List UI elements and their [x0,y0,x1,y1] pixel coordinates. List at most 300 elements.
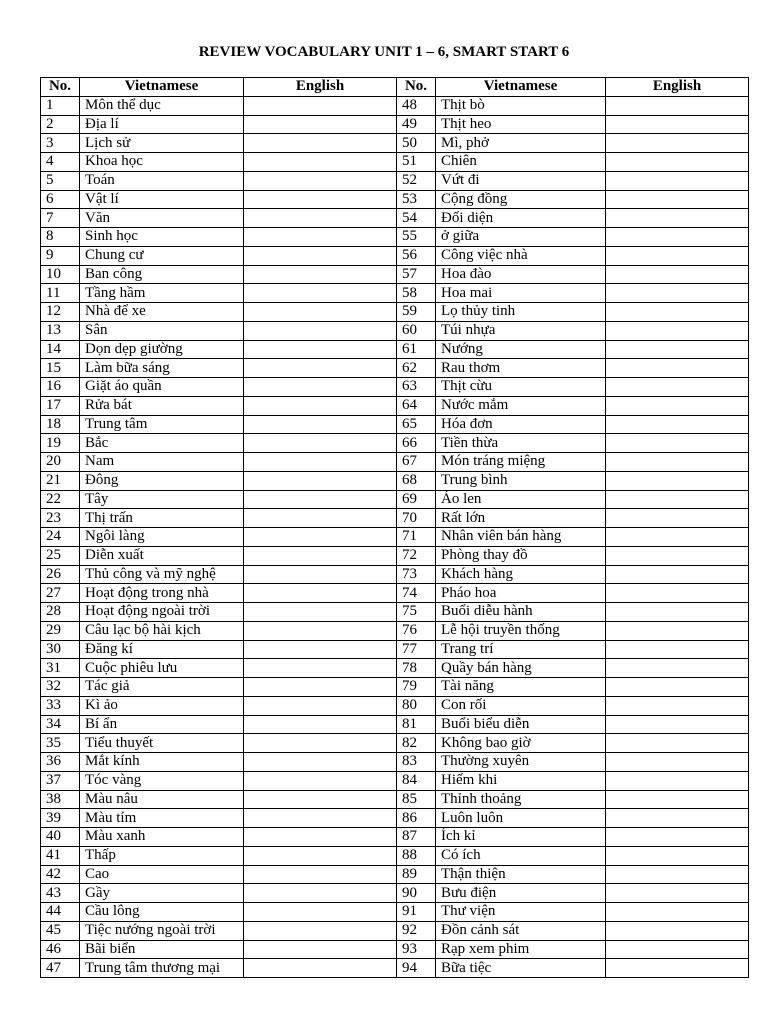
english-answer-cell[interactable] [606,565,749,584]
english-answer-cell[interactable] [606,134,749,153]
row-number: 52 [397,171,436,190]
vietnamese-word: Ban công [80,265,244,284]
english-answer-cell[interactable] [606,246,749,265]
english-answer-cell[interactable] [606,434,749,453]
english-answer-cell[interactable] [606,171,749,190]
table-row [41,340,749,359]
english-answer-cell[interactable] [244,771,397,790]
row-number: 66 [397,434,436,453]
row-number: 65 [397,415,436,434]
header-no-left: No. [41,78,80,97]
row-number: 17 [41,396,80,415]
row-number: 92 [397,921,436,940]
row-number: 18 [41,415,80,434]
row-number: 16 [41,378,80,397]
vietnamese-word: Lịch sử [80,134,244,153]
table-row [41,828,749,847]
row-number: 19 [41,434,80,453]
vietnamese-word: Sinh học [80,228,244,247]
table-row [41,621,749,640]
row-number: 86 [397,809,436,828]
row-number: 21 [41,471,80,490]
english-answer-cell[interactable] [606,959,749,978]
english-answer-cell[interactable] [606,790,749,809]
english-answer-cell[interactable] [244,396,397,415]
table-row [41,453,749,472]
english-answer-cell[interactable] [244,209,397,228]
english-answer-cell[interactable] [606,340,749,359]
english-answer-cell[interactable] [244,415,397,434]
vietnamese-word: Không bao giờ [436,734,606,753]
table-row [41,696,749,715]
table-row [41,509,749,528]
vietnamese-word: Tiệc nướng ngoài trời [80,921,244,940]
vietnamese-word: Nướng [436,340,606,359]
vietnamese-word: Nhà để xe [80,303,244,322]
english-answer-cell[interactable] [244,153,397,172]
row-number: 44 [41,903,80,922]
table-row [41,265,749,284]
english-answer-cell[interactable] [606,453,749,472]
english-answer-cell[interactable] [244,846,397,865]
row-number: 20 [41,453,80,472]
english-answer-cell[interactable] [606,715,749,734]
english-answer-cell[interactable] [606,471,749,490]
vietnamese-word: Khoa học [80,153,244,172]
table-row [41,546,749,565]
table-row [41,846,749,865]
english-answer-cell[interactable] [244,96,397,115]
english-answer-cell[interactable] [244,865,397,884]
table-row [41,134,749,153]
vietnamese-word: Trung bình [436,471,606,490]
row-number: 94 [397,959,436,978]
row-number: 42 [41,865,80,884]
row-number: 43 [41,884,80,903]
row-number: 41 [41,846,80,865]
english-answer-cell[interactable] [606,359,749,378]
vietnamese-word: Buổi diễu hành [436,603,606,622]
page-title: REVIEW VOCABULARY UNIT 1 – 6, SMART START 6 [198,44,570,60]
row-number: 77 [397,640,436,659]
english-answer-cell[interactable] [244,696,397,715]
row-number: 79 [397,678,436,697]
vietnamese-word: Thịt heo [436,115,606,134]
vietnamese-word: Hoạt động ngoài trời [80,603,244,622]
table-row [41,528,749,547]
row-number: 70 [397,509,436,528]
vietnamese-word: Rất lớn [436,509,606,528]
vietnamese-word: Đồn cảnh sát [436,921,606,940]
row-number: 72 [397,546,436,565]
english-answer-cell[interactable] [606,809,749,828]
english-answer-cell[interactable] [606,734,749,753]
english-answer-cell[interactable] [244,584,397,603]
english-answer-cell[interactable] [606,546,749,565]
vietnamese-word: Quầy bán hàng [436,659,606,678]
english-answer-cell[interactable] [244,359,397,378]
row-number: 68 [397,471,436,490]
vietnamese-word: Rạp xem phim [436,940,606,959]
english-answer-cell[interactable] [244,921,397,940]
table-row [41,903,749,922]
english-answer-cell[interactable] [244,678,397,697]
row-number: 12 [41,303,80,322]
row-number: 1 [41,96,80,115]
table-row [41,378,749,397]
row-number: 34 [41,715,80,734]
english-answer-cell[interactable] [606,528,749,547]
row-number: 51 [397,153,436,172]
vocabulary-table [40,77,749,978]
english-answer-cell[interactable] [606,284,749,303]
vietnamese-word: Chung cư [80,246,244,265]
english-answer-cell[interactable] [606,884,749,903]
row-number: 29 [41,621,80,640]
english-answer-cell[interactable] [244,734,397,753]
english-answer-cell[interactable] [606,903,749,922]
row-number: 2 [41,115,80,134]
row-number: 74 [397,584,436,603]
vietnamese-word: Thịt cừu [436,378,606,397]
english-answer-cell[interactable] [606,621,749,640]
header-english-left: English [244,78,397,97]
vietnamese-word: Khách hàng [436,565,606,584]
table-row [41,659,749,678]
english-answer-cell[interactable] [606,396,749,415]
english-answer-cell[interactable] [606,190,749,209]
table-row [41,115,749,134]
vietnamese-word: Tóc vàng [80,771,244,790]
english-answer-cell[interactable] [606,415,749,434]
vietnamese-word: Rửa bát [80,396,244,415]
vietnamese-word: ở giữa [436,228,606,247]
vietnamese-word: Cuộc phiêu lưu [80,659,244,678]
english-answer-cell[interactable] [244,246,397,265]
table-row [41,678,749,697]
english-answer-cell[interactable] [244,228,397,247]
vietnamese-word: Hoa mai [436,284,606,303]
table-row [41,246,749,265]
vietnamese-word: Dọn dẹp giường [80,340,244,359]
vietnamese-word: Pháo hoa [436,584,606,603]
table-row [41,321,749,340]
vietnamese-word: Đối diện [436,209,606,228]
vietnamese-word: Bữa tiệc [436,959,606,978]
english-answer-cell[interactable] [244,828,397,847]
vietnamese-word: Nhân viên bán hàng [436,528,606,547]
english-answer-cell[interactable] [244,434,397,453]
table-row [41,734,749,753]
english-answer-cell[interactable] [606,96,749,115]
row-number: 83 [397,753,436,772]
vietnamese-word: Hoạt động trong nhà [80,584,244,603]
vietnamese-word: Tác giả [80,678,244,697]
row-number: 37 [41,771,80,790]
row-number: 39 [41,809,80,828]
english-answer-cell[interactable] [244,303,397,322]
table-row [41,715,749,734]
row-number: 90 [397,884,436,903]
row-number: 61 [397,340,436,359]
row-number: 31 [41,659,80,678]
row-number: 73 [397,565,436,584]
table-row [41,959,749,978]
vietnamese-word: Hoa đào [436,265,606,284]
row-number: 26 [41,565,80,584]
table-row [41,190,749,209]
vietnamese-word: Buổi biểu diễn [436,715,606,734]
english-answer-cell[interactable] [244,603,397,622]
row-number: 24 [41,528,80,547]
english-answer-cell[interactable] [244,340,397,359]
vietnamese-word: Đông [80,471,244,490]
row-number: 48 [397,96,436,115]
english-answer-cell[interactable] [244,753,397,772]
vietnamese-word: Cao [80,865,244,884]
row-number: 56 [397,246,436,265]
table-row [41,565,749,584]
english-answer-cell[interactable] [606,771,749,790]
row-number: 28 [41,603,80,622]
english-answer-cell[interactable] [244,321,397,340]
english-answer-cell[interactable] [606,321,749,340]
row-number: 64 [397,396,436,415]
vietnamese-word: Trung tâm thương mại [80,959,244,978]
table-row [41,96,749,115]
row-number: 22 [41,490,80,509]
english-answer-cell[interactable] [606,921,749,940]
english-answer-cell[interactable] [244,809,397,828]
vietnamese-word: Bí ẩn [80,715,244,734]
vietnamese-word: Mắt kính [80,753,244,772]
row-number: 78 [397,659,436,678]
english-answer-cell[interactable] [606,678,749,697]
english-answer-cell[interactable] [606,696,749,715]
vietnamese-word: Diễn xuất [80,546,244,565]
english-answer-cell[interactable] [606,828,749,847]
english-answer-cell[interactable] [606,303,749,322]
english-answer-cell[interactable] [606,115,749,134]
english-answer-cell[interactable] [606,603,749,622]
vietnamese-word: Bãi biển [80,940,244,959]
vietnamese-word: Trang trí [436,640,606,659]
english-answer-cell[interactable] [244,284,397,303]
vietnamese-word: Toán [80,171,244,190]
vietnamese-word: Túi nhựa [436,321,606,340]
vietnamese-word: Bắc [80,434,244,453]
vietnamese-word: Câu lạc bộ hài kịch [80,621,244,640]
english-answer-cell[interactable] [244,546,397,565]
english-answer-cell[interactable] [606,490,749,509]
table-row [41,884,749,903]
row-number: 23 [41,509,80,528]
vietnamese-word: Thịt bò [436,96,606,115]
row-number: 15 [41,359,80,378]
english-answer-cell[interactable] [606,584,749,603]
row-number: 46 [41,940,80,959]
row-number: 88 [397,846,436,865]
vietnamese-word: Lễ hội truyền thống [436,621,606,640]
english-answer-cell[interactable] [244,115,397,134]
row-number: 10 [41,265,80,284]
table-row [41,209,749,228]
table-row [41,640,749,659]
vietnamese-word: Vật lí [80,190,244,209]
vietnamese-word: Màu tím [80,809,244,828]
table-row [41,471,749,490]
english-answer-cell[interactable] [606,640,749,659]
english-answer-cell[interactable] [244,565,397,584]
english-answer-cell[interactable] [606,865,749,884]
vietnamese-word: Rau thơm [436,359,606,378]
table-row [41,603,749,622]
english-answer-cell[interactable] [244,378,397,397]
row-number: 49 [397,115,436,134]
table-row [41,865,749,884]
row-number: 33 [41,696,80,715]
english-answer-cell[interactable] [606,753,749,772]
english-answer-cell[interactable] [244,171,397,190]
row-number: 59 [397,303,436,322]
row-number: 89 [397,865,436,884]
english-answer-cell[interactable] [244,471,397,490]
english-answer-cell[interactable] [244,884,397,903]
english-answer-cell[interactable] [244,903,397,922]
row-number: 4 [41,153,80,172]
english-answer-cell[interactable] [244,190,397,209]
header-vietnamese-right: Vietnamese [436,78,606,97]
english-answer-cell[interactable] [244,265,397,284]
row-number: 35 [41,734,80,753]
vietnamese-word: Địa lí [80,115,244,134]
vietnamese-word: Môn thể dục [80,96,244,115]
vietnamese-word: Hóa đơn [436,415,606,434]
row-number: 14 [41,340,80,359]
english-answer-cell[interactable] [606,940,749,959]
vietnamese-word: Tây [80,490,244,509]
row-number: 93 [397,940,436,959]
table-row [41,753,749,772]
vietnamese-word: Cộng đồng [436,190,606,209]
english-answer-cell[interactable] [606,378,749,397]
vietnamese-word: Vứt đi [436,171,606,190]
table-row [41,584,749,603]
table-row [41,153,749,172]
table-row [41,415,749,434]
row-number: 53 [397,190,436,209]
table-row [41,284,749,303]
english-answer-cell[interactable] [606,228,749,247]
english-answer-cell[interactable] [244,959,397,978]
row-number: 91 [397,903,436,922]
vietnamese-word: Tiền thừa [436,434,606,453]
table-header-row [41,78,749,97]
row-number: 9 [41,246,80,265]
english-answer-cell[interactable] [244,940,397,959]
vietnamese-word: Cầu lông [80,903,244,922]
english-answer-cell[interactable] [606,153,749,172]
english-answer-cell[interactable] [606,509,749,528]
vietnamese-word: Thấp [80,846,244,865]
english-answer-cell[interactable] [244,134,397,153]
row-number: 62 [397,359,436,378]
english-answer-cell[interactable] [244,659,397,678]
vietnamese-word: Nước mắm [436,396,606,415]
vietnamese-word: Thường xuyên [436,753,606,772]
vietnamese-word: Món tráng miệng [436,453,606,472]
row-number: 75 [397,603,436,622]
english-answer-cell[interactable] [244,509,397,528]
row-number: 25 [41,546,80,565]
vietnamese-word: Chiên [436,153,606,172]
header-english-right: English [606,78,749,97]
english-answer-cell[interactable] [606,846,749,865]
vietnamese-word: Kì ảo [80,696,244,715]
english-answer-cell[interactable] [244,790,397,809]
table-row [41,434,749,453]
vietnamese-word: Màu nâu [80,790,244,809]
vietnamese-word: Công việc nhà [436,246,606,265]
english-answer-cell[interactable] [606,659,749,678]
english-answer-cell[interactable] [244,453,397,472]
english-answer-cell[interactable] [244,621,397,640]
english-answer-cell[interactable] [606,265,749,284]
row-number: 11 [41,284,80,303]
english-answer-cell[interactable] [244,490,397,509]
row-number: 3 [41,134,80,153]
row-number: 30 [41,640,80,659]
row-number: 6 [41,190,80,209]
row-number: 63 [397,378,436,397]
row-number: 45 [41,921,80,940]
english-answer-cell[interactable] [606,209,749,228]
vietnamese-word: Giặt áo quần [80,378,244,397]
row-number: 57 [397,265,436,284]
row-number: 40 [41,828,80,847]
row-number: 38 [41,790,80,809]
row-number: 54 [397,209,436,228]
row-number: 84 [397,771,436,790]
table-row [41,940,749,959]
row-number: 81 [397,715,436,734]
english-answer-cell[interactable] [244,528,397,547]
table-row [41,490,749,509]
vietnamese-word: Sân [80,321,244,340]
table-row [41,771,749,790]
vietnamese-word: Gầy [80,884,244,903]
row-number: 76 [397,621,436,640]
english-answer-cell[interactable] [244,715,397,734]
vietnamese-word: Phòng thay đồ [436,546,606,565]
vietnamese-word: Thận thiện [436,865,606,884]
vietnamese-word: Trung tâm [80,415,244,434]
table-row [41,303,749,322]
row-number: 69 [397,490,436,509]
table-row [41,359,749,378]
vietnamese-word: Ngôi làng [80,528,244,547]
row-number: 80 [397,696,436,715]
vietnamese-word: Mì, phở [436,134,606,153]
table-row [41,790,749,809]
english-answer-cell[interactable] [244,640,397,659]
row-number: 32 [41,678,80,697]
header-vietnamese-left: Vietnamese [80,78,244,97]
vietnamese-word: Màu xanh [80,828,244,847]
vietnamese-word: Có ích [436,846,606,865]
vietnamese-word: Ích kỉ [436,828,606,847]
vietnamese-word: Luôn luôn [436,809,606,828]
